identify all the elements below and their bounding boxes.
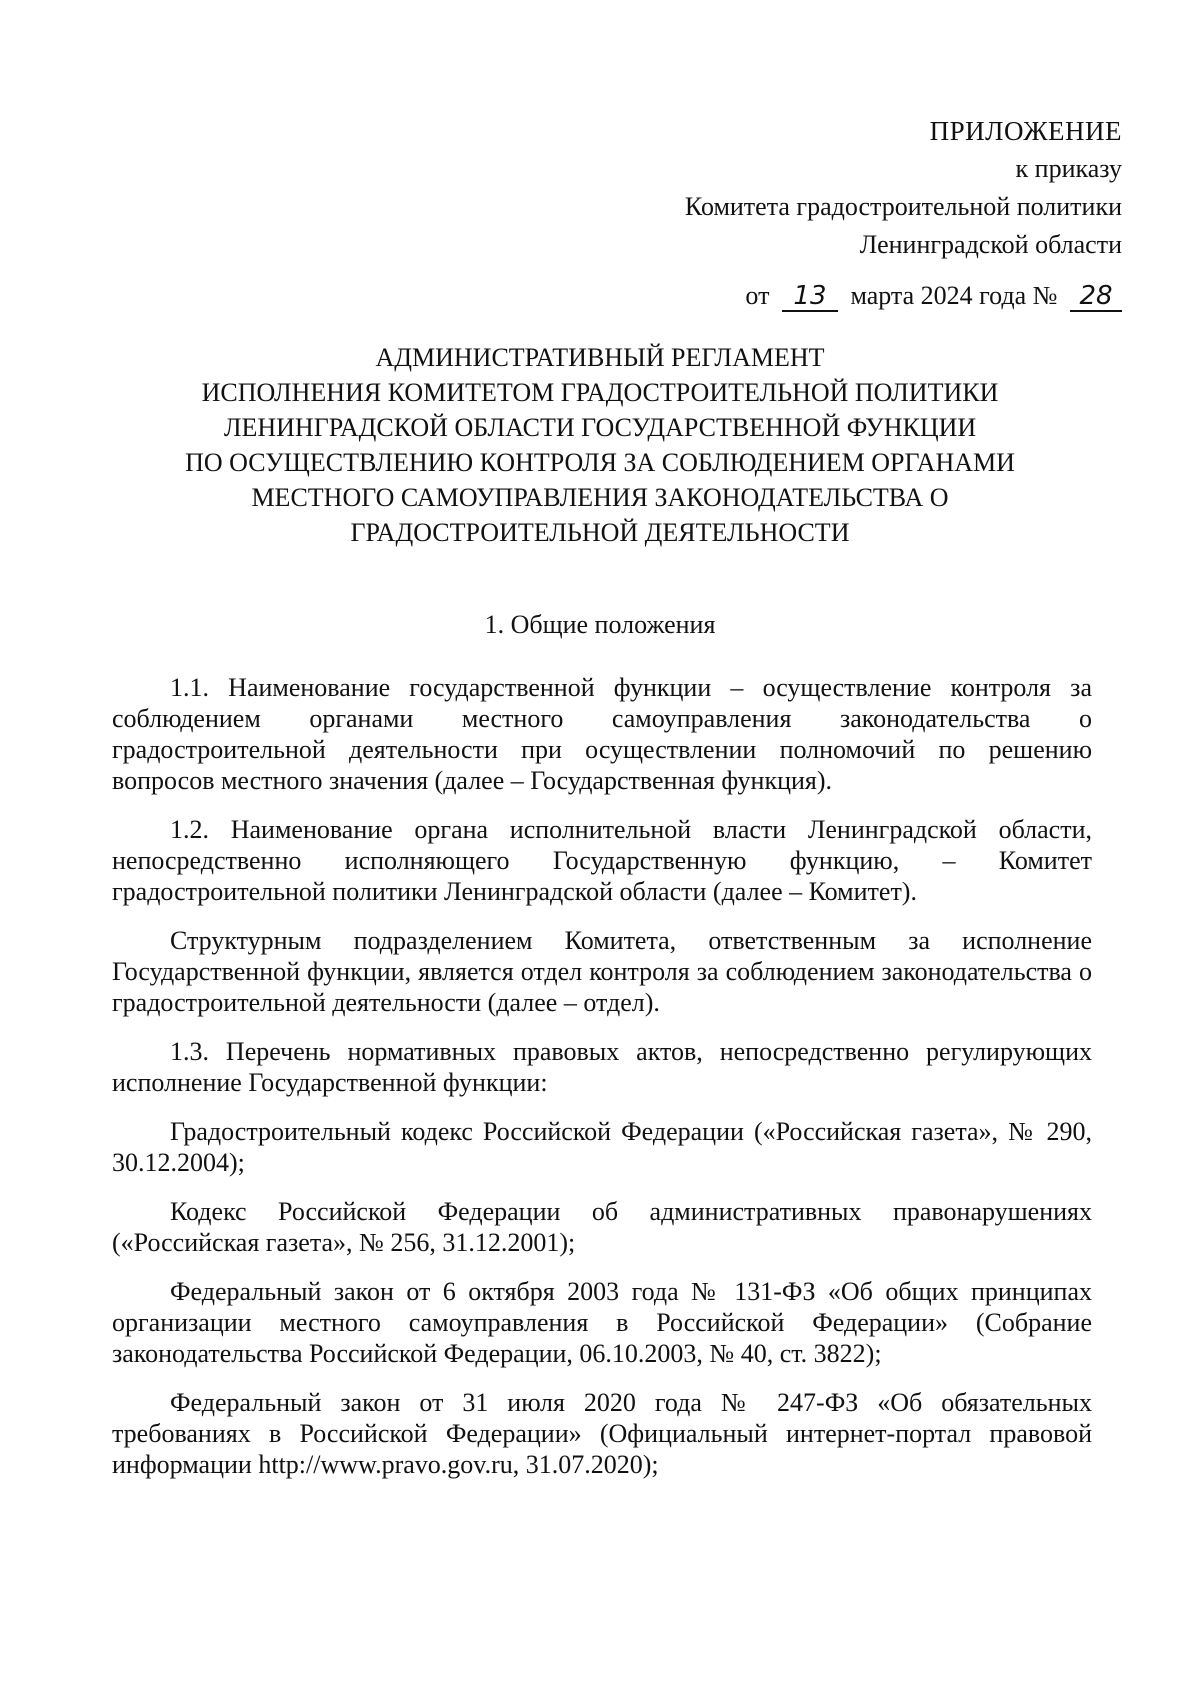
paragraph: Федеральный закон от 31 июля 2020 года № 247-ФЗ «Об обязательных требованиях в Российской Федерации» (Официальный интернет-портал правовой информации http://www.pravo.gov.ru, 31.07.2020);: [112, 1388, 1092, 1479]
paragraph: Федеральный закон от 6 октября 2003 года № 131-ФЗ «Об общих принципах организации местного самоуправления в Российской Федерации» (Собрание законодательства Российской Федерации, 06.10.2003, № 40, ст. 3822);: [112, 1277, 1092, 1368]
order-number-handwritten: 28: [1070, 282, 1122, 312]
order-prefix: от: [745, 281, 770, 310]
section-heading: 1. Общие положения: [484, 610, 716, 639]
paragraph: 1.1. Наименование государственной функции – осуществление контроля за соблюдением органами местного самоуправления законодательства о градостроительной деятельности при осуществлении полномочий по решению вопросов местного значения (далее – Государственная функция).: [112, 673, 1092, 795]
order-date-text: марта 2024 года №: [850, 281, 1058, 310]
title-line: ИСПОЛНЕНИЯ КОМИТЕТОМ ГРАДОСТРОИТЕЛЬНОЙ ПОЛИТИКИ: [201, 378, 999, 407]
paragraph: Градостроительный кодекс Российской Федерации («Российская газета», № 290, 30.12.2004);: [112, 1117, 1092, 1177]
title-line: ПО ОСУЩЕСТВЛЕНИЮ КОНТРОЛЯ ЗА СОБЛЮДЕНИЕМ ОРГАНАМИ: [185, 448, 1015, 477]
paragraph: Структурным подразделением Комитета, ответственным за исполнение Государственной функции, является отдел контроля за соблюдением законодательства о градостроительной деятельности (далее – отдел).: [112, 926, 1092, 1017]
title-line: АДМИНИСТРАТИВНЫЙ РЕГЛАМЕНТ: [375, 343, 825, 372]
appendix-block: [685, 112, 1122, 264]
document-body: [112, 672, 1092, 1498]
title-line: ЛЕНИНГРАДСКОЙ ОБЛАСТИ ГОСУДАРСТВЕННОЙ ФУНКЦИИ: [223, 413, 977, 442]
paragraph: 1.2. Наименование органа исполнительной власти Ленинградской области, непосредственно исполняющего Государственную функцию, – Комитет градостроительной политики Ленинградской области (далее – Комитет).: [112, 815, 1092, 906]
order-day-handwritten: 13: [782, 282, 838, 312]
appendix-line: Ленинградской области: [859, 230, 1122, 259]
title-line: ГРАДОСТРОИТЕЛЬНОЙ ДЕЯТЕЛЬНОСТИ: [350, 518, 850, 547]
appendix-title: ПРИЛОЖЕНИЕ: [929, 116, 1122, 146]
appendix-line: к приказу: [1015, 154, 1122, 183]
title-line: МЕСТНОГО САМОУПРАВЛЕНИЯ ЗАКОНОДАТЕЛЬСТВА О: [251, 483, 949, 512]
paragraph: Кодекс Российской Федерации об административных правонарушениях («Российская газета», № 256, 31.12.2001);: [112, 1197, 1092, 1257]
document-title: [110, 340, 1090, 550]
appendix-line: Комитета градостроительной политики: [684, 192, 1122, 221]
paragraph: 1.3. Перечень нормативных правовых актов, непосредственно регулирующих исполнение Государственной функции:: [112, 1037, 1092, 1097]
order-date-line: [745, 277, 1122, 315]
